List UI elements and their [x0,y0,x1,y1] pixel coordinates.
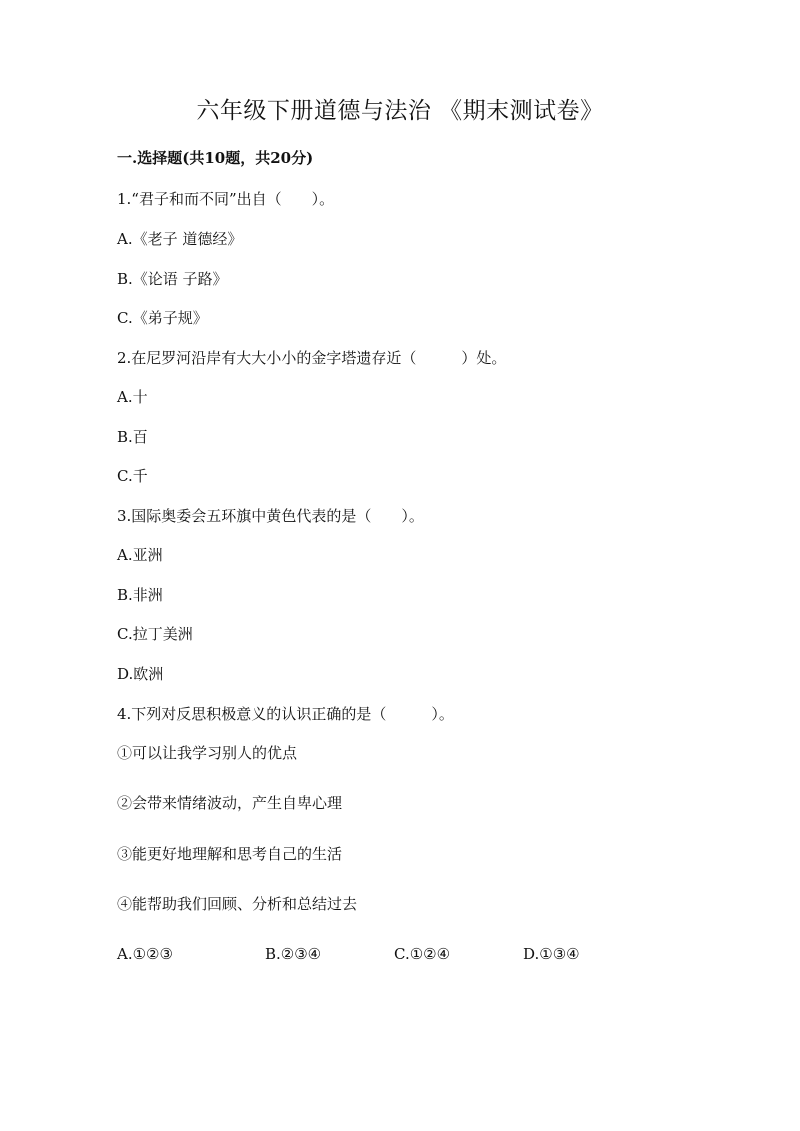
question-4-statement-4: ④能帮助我们回顾、分析和总结过去 [117,895,358,913]
question-2-option-b: B.百 [117,428,148,446]
question-4-statement-3: ③能更好地理解和思考自己的生活 [117,845,343,863]
question-4-statement-2: ②会带来情绪波动，产生自卑心理 [117,794,343,812]
question-3-option-c: C.拉丁美洲 [117,625,193,643]
question-3-option-a: A.亚洲 [117,546,163,564]
question-4-stem: 4.下列对反思积极意义的认识正确的是（ ）。 [117,705,454,723]
exam-title: 六年级下册道德与法治 《期末测试卷》 [196,98,604,124]
question-4-option-b: B.②③④ [265,945,322,963]
question-4-statement-1: ①可以让我学习别人的优点 [117,744,298,762]
question-2-option-c: C.千 [117,467,148,485]
question-1-option-b: B.《论语 子路》 [117,270,228,288]
question-4-option-d: D.①③④ [523,945,580,963]
question-4-option-c: C.①②④ [394,945,451,963]
question-3-stem: 3.国际奥委会五环旗中黄色代表的是（ ）。 [117,507,424,525]
question-1-stem: 1.“君子和而不同”出自（ ）。 [117,190,335,208]
question-1-option-a: A.《老子 道德经》 [117,230,243,248]
question-1-option-c: C.《弟子规》 [117,309,208,327]
question-2-stem: 2.在尼罗河沿岸有大大小小的金字塔遗存近（ ）处。 [117,349,507,367]
question-2-option-a: A.十 [117,388,148,406]
question-4-option-a: A.①②③ [117,945,173,963]
question-3-option-b: B.非洲 [117,586,163,604]
section-heading: 一.选择题(共10题，共20分) [117,149,314,167]
question-3-option-d: D.欧洲 [117,665,164,683]
